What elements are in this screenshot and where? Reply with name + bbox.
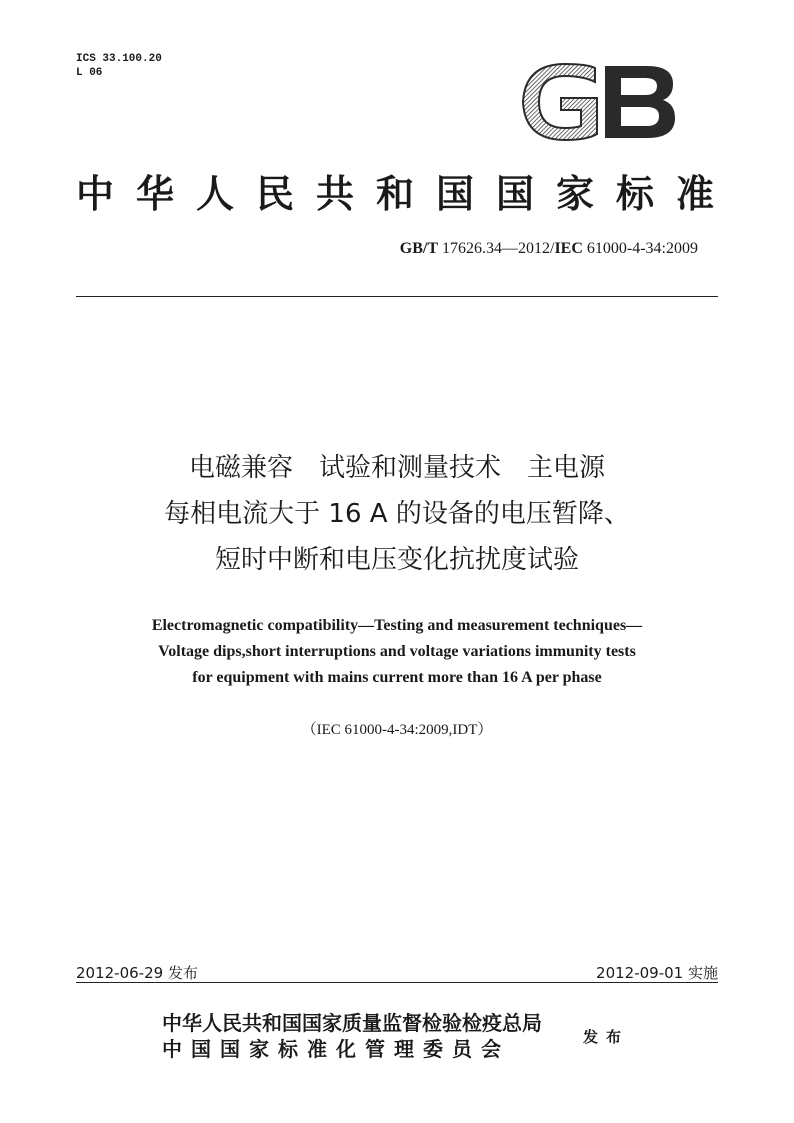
gb-logo bbox=[517, 62, 679, 142]
standard-number bbox=[400, 240, 698, 258]
ics-code: ICS 33.100.20 bbox=[76, 53, 162, 65]
iec-number: 61000-4-34:2009 bbox=[586, 240, 698, 257]
national-standard-title: 中华人民共和国国家标准 bbox=[76, 171, 720, 216]
english-title bbox=[40, 613, 754, 691]
bottom-divider bbox=[76, 982, 718, 983]
classification-codes bbox=[76, 52, 162, 80]
chinese-title-line-3: 短时中断和电压变化抗扰度试验 bbox=[214, 545, 579, 575]
chinese-title-line-1: 电磁兼容 试验和测量技术 主电源 bbox=[188, 453, 605, 483]
chinese-title-line-2: 每相电流大于 16 A 的设备的电压暂降、 bbox=[164, 499, 630, 529]
gb-logo-graphic bbox=[517, 62, 679, 142]
ccs-code: L 06 bbox=[76, 67, 103, 79]
publish-label: 发布 bbox=[583, 1028, 630, 1046]
chinese-title bbox=[40, 445, 754, 583]
english-title-line-1: Electromagnetic compatibility—Testing and measurement techniques— bbox=[151, 617, 643, 634]
issuing-authorities bbox=[162, 1010, 542, 1062]
iec-prefix: IEC bbox=[554, 240, 583, 257]
issuer-aqsiq: 中华人民共和国国家质量监督检验检疫总局 bbox=[162, 1011, 542, 1035]
english-title-line-3: for equipment with mains current more than 16 A per phase bbox=[192, 669, 602, 686]
implementation-date: 2012-09-01 实施 bbox=[596, 964, 718, 982]
equivalence-statement: （IEC 61000-4-34:2009,IDT） bbox=[301, 722, 493, 738]
top-divider bbox=[76, 296, 718, 297]
standard-main-number: 17626.34—2012/ bbox=[441, 240, 555, 257]
issue-date: 2012-06-29 发布 bbox=[76, 964, 198, 982]
english-title-line-2: Voltage dips,short interruptions and voltage variations immunity tests bbox=[158, 643, 636, 660]
standard-prefix: GB/T bbox=[399, 240, 438, 257]
issuer-sac: 中国国家标准化管理委员会 bbox=[162, 1037, 510, 1061]
